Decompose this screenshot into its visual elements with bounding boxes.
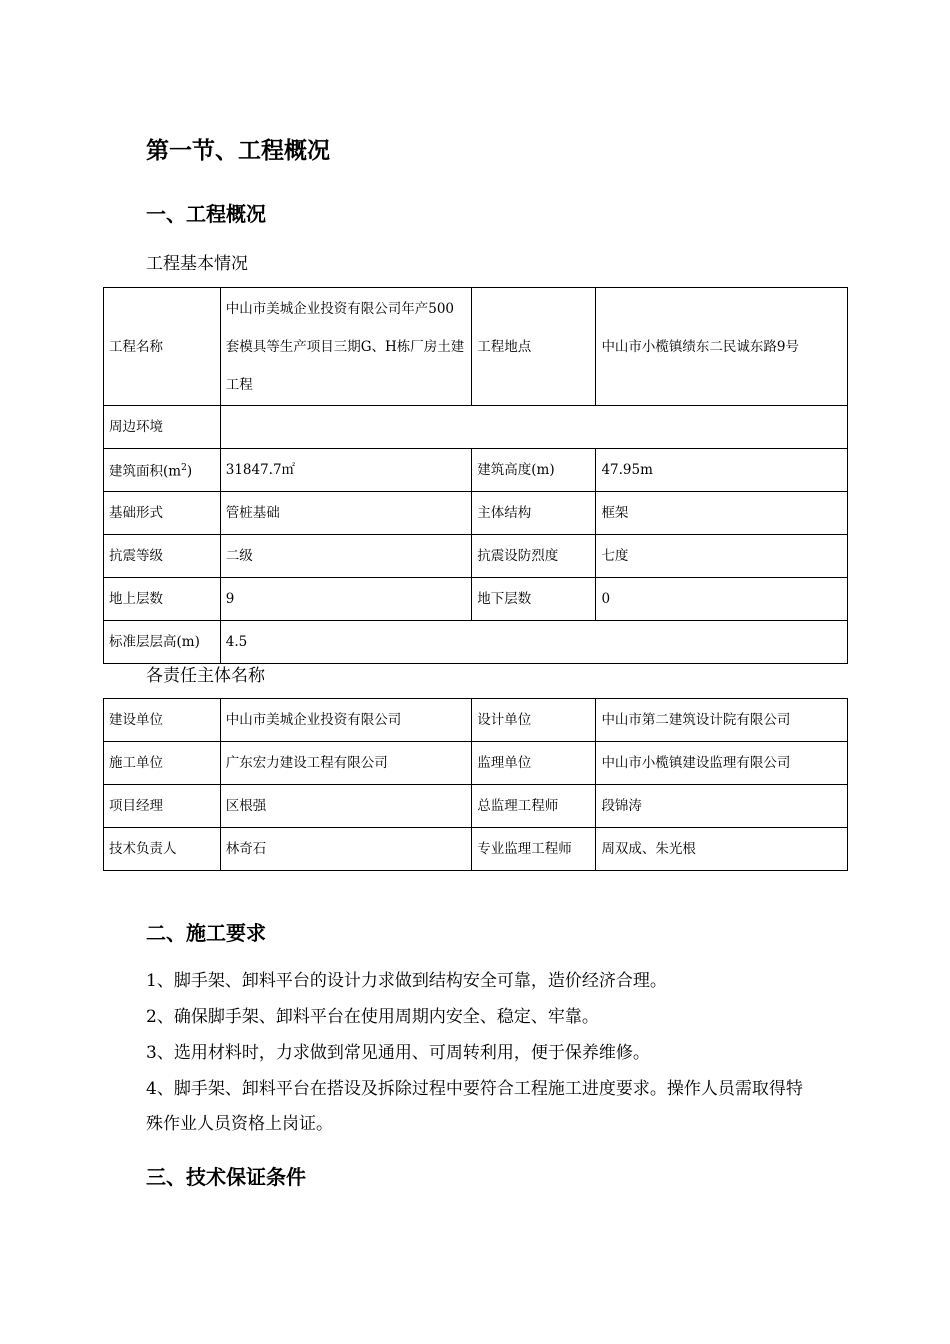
area-label-sup: 2 xyxy=(181,463,187,474)
cell-value xyxy=(220,406,847,449)
table-row xyxy=(104,699,848,742)
cell-value: 管桩基础 xyxy=(220,492,472,535)
cell-label xyxy=(104,449,221,492)
caption-basic-info: 工程基本情况 xyxy=(146,254,248,274)
cell-label: 总监理工程师 xyxy=(472,785,596,828)
cell-label: 主体结构 xyxy=(472,492,596,535)
cell-value: 二级 xyxy=(220,535,472,578)
cell-label: 建筑高度(m) xyxy=(472,449,596,492)
cell-label: 监理单位 xyxy=(472,742,596,785)
requirement-paragraph: 3、选用材料时，力求做到常见通用、可周转利用，便于保养维修。 xyxy=(146,1043,650,1063)
cell-label: 抗震设防烈度 xyxy=(472,535,596,578)
area-label-tail: ) xyxy=(186,463,193,480)
basic-info-table xyxy=(103,287,848,664)
requirement-paragraph: 1、脚手架、卸料平台的设计力求做到结构安全可靠，造价经济合理。 xyxy=(146,971,667,991)
cell-label: 地上层数 xyxy=(104,578,221,621)
caption-responsible-parties: 各责任主体名称 xyxy=(146,666,265,686)
cell-label: 设计单位 xyxy=(472,699,596,742)
table-row xyxy=(104,828,848,871)
cell-value: 周双成、朱光根 xyxy=(596,828,848,871)
area-label-text: 建筑面积(m xyxy=(109,463,182,480)
cell-value: 区根强 xyxy=(220,785,472,828)
cell-value: 七度 xyxy=(596,535,848,578)
cell-label: 工程名称 xyxy=(104,288,221,406)
cell-label: 建设单位 xyxy=(104,699,221,742)
table-row xyxy=(104,288,848,406)
cell-label: 工程地点 xyxy=(472,288,596,406)
table-row xyxy=(104,535,848,578)
heading-technical-conditions: 三、技术保证条件 xyxy=(146,1165,306,1189)
responsible-parties-table xyxy=(103,698,848,871)
cell-label: 技术负责人 xyxy=(104,828,221,871)
table-row xyxy=(104,785,848,828)
cell-value: 中山市第二建筑设计院有限公司 xyxy=(596,699,848,742)
cell-value: 林奇石 xyxy=(220,828,472,871)
cell-label: 周边环境 xyxy=(104,406,221,449)
cell-value: 框架 xyxy=(596,492,848,535)
cell-value: 47.95m xyxy=(596,449,848,492)
cell-value: 中山市小榄镇绩东二民诚东路9号 xyxy=(596,288,848,406)
cell-value: 4.5 xyxy=(220,621,847,664)
cell-value: 0 xyxy=(596,578,848,621)
cell-value: 中山市小榄镇建设监理有限公司 xyxy=(596,742,848,785)
cell-value: 9 xyxy=(220,578,472,621)
cell-label: 地下层数 xyxy=(472,578,596,621)
cell-label: 施工单位 xyxy=(104,742,221,785)
table-row xyxy=(104,621,848,664)
requirement-paragraph: 2、确保脚手架、卸料平台在使用周期内安全、稳定、牢靠。 xyxy=(146,1007,599,1027)
cell-label: 项目经理 xyxy=(104,785,221,828)
cell-label: 基础形式 xyxy=(104,492,221,535)
table-row xyxy=(104,742,848,785)
cell-label: 标准层层高(m) xyxy=(104,621,221,664)
table-row xyxy=(104,449,848,492)
requirement-paragraph: 4、脚手架、卸料平台在搭设及拆除过程中要符合工程施工进度要求。操作人员需取得特殊作业人员资格上岗证。 xyxy=(146,1079,803,1134)
cell-value: 段锦涛 xyxy=(596,785,848,828)
table-row xyxy=(104,492,848,535)
table-row xyxy=(104,406,848,449)
section-title: 第一节、工程概况 xyxy=(146,137,330,164)
cell-value: 广东宏力建设工程有限公司 xyxy=(220,742,472,785)
heading-requirements: 二、施工要求 xyxy=(146,921,266,945)
cell-value: 中山市美城企业投资有限公司年产500套模具等生产项目三期G、H栋厂房土建工程 xyxy=(220,288,472,406)
cell-value: 中山市美城企业投资有限公司 xyxy=(220,699,472,742)
cell-value: 31847.7㎡ xyxy=(220,449,472,492)
cell-label: 抗震等级 xyxy=(104,535,221,578)
heading-overview: 一、工程概况 xyxy=(146,202,266,226)
cell-label: 专业监理工程师 xyxy=(472,828,596,871)
table-row xyxy=(104,578,848,621)
